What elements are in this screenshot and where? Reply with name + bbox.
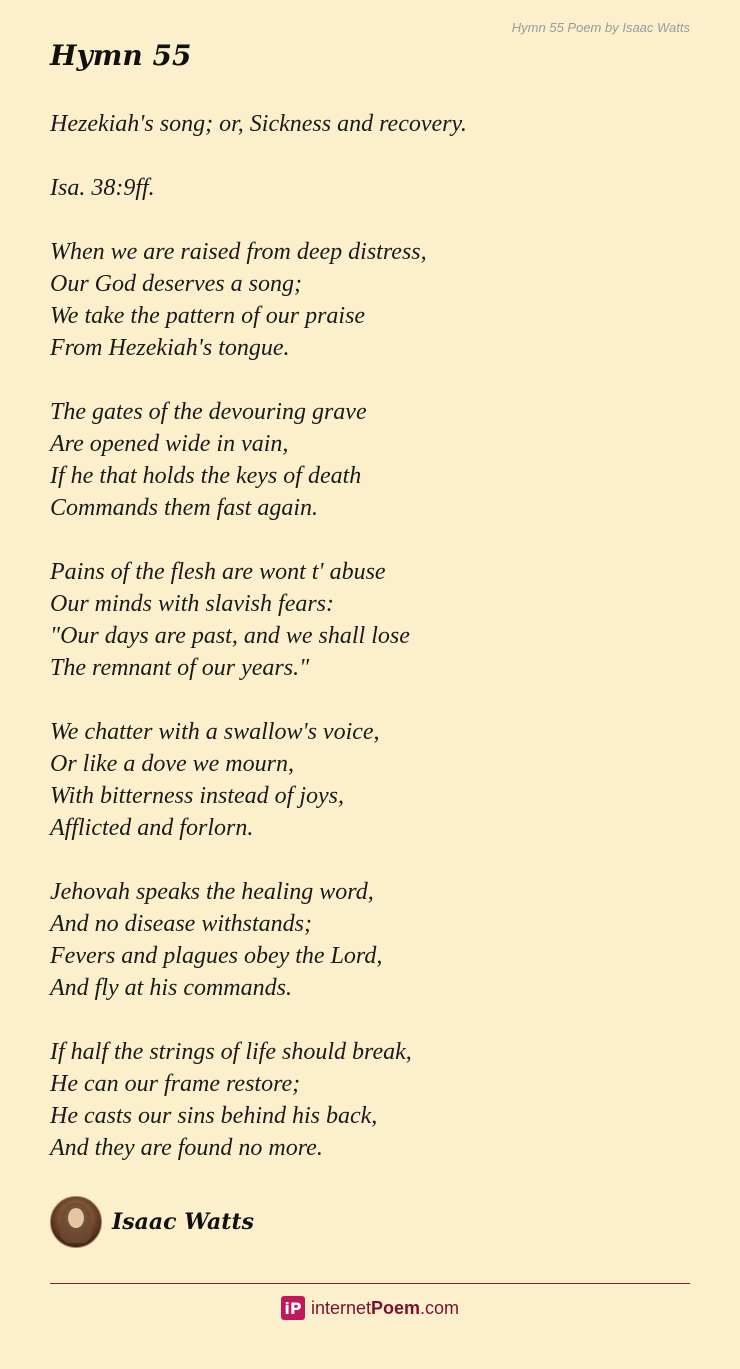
poem-line: He casts our sins behind his back,: [50, 1103, 378, 1129]
poem-line: Fevers and plagues obey the Lord,: [50, 943, 383, 969]
poem-line: And they are found no more.: [50, 1135, 323, 1161]
poem-line: "Our days are past, and we shall lose: [50, 623, 410, 649]
poem-line: Commands them fast again.: [50, 495, 319, 521]
poem-title: Hymn 55: [50, 39, 192, 72]
avatar-face-shape: [68, 1208, 84, 1228]
poem-line: We take the pattern of our praise: [50, 303, 366, 329]
stanza-subtitle: [50, 108, 690, 140]
poem-line: Our minds with slavish fears:: [50, 591, 335, 617]
poem-line: Jehovah speaks the healing word,: [50, 879, 374, 905]
poem-line: And fly at his commands.: [50, 975, 292, 1001]
poem-line: Our God deserves a song;: [50, 271, 302, 297]
author-name[interactable]: Isaac Watts: [112, 1209, 255, 1235]
stanza-1: [50, 236, 690, 364]
header-note: Hymn 55 Poem by Isaac Watts: [511, 20, 690, 35]
brand-link[interactable]: [0, 1296, 740, 1320]
poem-line: The remnant of our years.": [50, 655, 310, 681]
poem-line: Pains of the flesh are wont t' abuse: [50, 559, 386, 585]
poem-line: He can our frame restore;: [50, 1071, 301, 1097]
internetpoem-logo-icon: iP: [281, 1296, 305, 1320]
poem-line: Hezekiah's song; or, Sickness and recovery.: [50, 111, 467, 137]
poem-line: Or like a dove we mourn,: [50, 751, 294, 777]
stanza-2: [50, 396, 690, 524]
poem-line: If he that holds the keys of death: [50, 463, 362, 489]
footer-divider: [50, 1283, 690, 1284]
poem-line: Isa. 38:9ff.: [50, 175, 155, 201]
stanza-3: [50, 556, 690, 684]
brand-strong: Poem: [371, 1297, 421, 1318]
stanza-reference: [50, 172, 690, 204]
poem-line: With bitterness instead of joys,: [50, 783, 344, 809]
poem-line: Afflicted and forlorn.: [50, 815, 254, 841]
poem-line: The gates of the devouring grave: [50, 399, 367, 425]
author-row[interactable]: [50, 1196, 254, 1248]
poem-line: And no disease withstands;: [50, 911, 312, 937]
poem-line: If half the strings of life should break,: [50, 1039, 412, 1065]
poem-body: [50, 108, 690, 1196]
stanza-4: [50, 716, 690, 844]
poem-line: Are opened wide in vain,: [50, 431, 289, 457]
poem-line: From Hezekiah's tongue.: [50, 335, 290, 361]
author-avatar[interactable]: [50, 1196, 102, 1248]
brand-suffix: .com: [420, 1297, 460, 1318]
brand-prefix: internet: [310, 1297, 371, 1318]
stanza-6: [50, 1036, 690, 1164]
poem-line: We chatter with a swallow's voice,: [50, 719, 380, 745]
poem-line: When we are raised from deep distress,: [50, 239, 427, 265]
brand-text: [311, 1298, 459, 1319]
stanza-5: [50, 876, 690, 1004]
